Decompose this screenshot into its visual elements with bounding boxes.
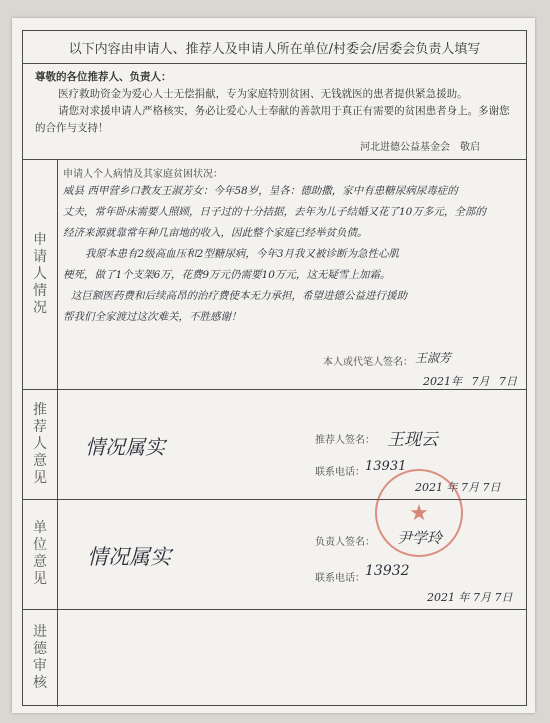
- stamp-star-icon: ★: [409, 500, 429, 526]
- label-char: 核: [33, 675, 47, 691]
- notice-para-1: 医疗救助资金为爱心人士无偿捐献，专为家庭特别贫困、无钱就医的患者提供紧急援助。: [58, 88, 468, 100]
- jinde-review-label: [23, 609, 57, 707]
- divider: [23, 159, 526, 160]
- notice-signature: 河北进德公益基金会 敬启: [360, 142, 480, 153]
- label-char: 荐: [33, 418, 47, 435]
- applicant-date: [423, 373, 517, 389]
- recommender-phone: 13931: [365, 459, 407, 474]
- unit-signature: 尹学玲: [397, 529, 443, 547]
- applicant-statement: [63, 181, 521, 328]
- label-char: 请: [33, 248, 47, 265]
- notice-para-2: 请您对求援申请人严格核实，务必让爱心人士奉献的善款用于真正有需要的贫困患者身上。多谢您的合作与支持！: [35, 105, 510, 134]
- divider: [23, 609, 526, 610]
- date-day: 7日: [499, 375, 517, 388]
- recommender-opinion: 情况属实: [85, 435, 165, 459]
- form-header: 以下内容由申请人、推荐人及申请人所在单位/村委会/居委会负责人填写: [68, 41, 481, 57]
- statement-line: 经济来源就靠常年种几亩地的收入，因此整个家庭已经举贫负债。: [63, 227, 368, 239]
- label-char: 德: [33, 641, 47, 657]
- label-char: 人: [33, 265, 47, 282]
- unit-phone-prompt: 联系电话：: [315, 573, 365, 584]
- applicant-prompt: 申请人个人病情及其家庭贫困状况：: [63, 169, 223, 180]
- applicant-sign-prompt: 本人或代笔人签名：: [323, 357, 413, 368]
- statement-line: 我原本患有2级高血压和2型糖尿病，今年3月我又被诊断为急性心肌: [85, 248, 400, 260]
- date-year: 2021年: [423, 375, 462, 388]
- official-stamp: [375, 469, 463, 557]
- label-char: 审: [33, 658, 47, 674]
- recommender-sign-prompt: 推荐人签名：: [315, 435, 375, 446]
- notice-section: [23, 63, 526, 173]
- application-form: [22, 30, 527, 706]
- label-char: 人: [33, 435, 47, 452]
- statement-line: 丈夫，常年卧床需要人照顾，日子过的十分拮据，去年为儿子结婚又花了10万多元，全部的: [63, 206, 486, 218]
- unit-sign-prompt: 负责人签名：: [315, 537, 375, 548]
- recommender-label: [23, 389, 57, 499]
- label-column-divider: [57, 159, 58, 707]
- divider: [23, 389, 526, 390]
- unit-opinion: 情况属实: [87, 545, 171, 569]
- unit-phone: 13932: [365, 563, 410, 579]
- date-month: 7月: [471, 375, 490, 388]
- label-char: 见: [33, 469, 47, 486]
- recommender-signature: 王现云: [387, 430, 438, 450]
- label-char: 单: [33, 520, 47, 536]
- statement-line: 帮我们全家渡过这次难关，不胜感谢！: [63, 311, 242, 323]
- recommender-phone-prompt: 联系电话：: [315, 467, 365, 478]
- statement-line: 这巨额医药费和后续高昂的治疗费使本无力承担，希望进德公益进行援助: [71, 290, 407, 302]
- notice-greeting: 尊敬的各位推荐人、负责人：: [35, 71, 172, 83]
- label-char: 推: [33, 401, 47, 418]
- label-char: 意: [33, 452, 47, 469]
- unit-label: [23, 499, 57, 609]
- recommender-date: 2021 年 7月 7日: [415, 481, 501, 494]
- label-char: 位: [33, 537, 47, 553]
- label-char: 进: [33, 624, 47, 640]
- label-char: 况: [33, 299, 47, 316]
- unit-date: 2021 年 7月 7日: [427, 591, 513, 604]
- statement-line: 威县 西甲营乡口教友王淑芳女：今年58岁，呈各：德助撒，家中有患糖尿病尿毒症的: [63, 185, 458, 197]
- label-char: 情: [33, 282, 47, 299]
- label-char: 意: [33, 554, 47, 570]
- applicant-label: [23, 159, 57, 389]
- label-char: 申: [33, 231, 47, 248]
- label-char: 见: [33, 571, 47, 587]
- statement-line: 梗死，做了1个支架6万，花费9万元仍需要10万元，这无疑雪上加霜。: [63, 269, 391, 281]
- applicant-signature: 王淑芳: [415, 351, 452, 365]
- paper-sheet: [12, 18, 535, 713]
